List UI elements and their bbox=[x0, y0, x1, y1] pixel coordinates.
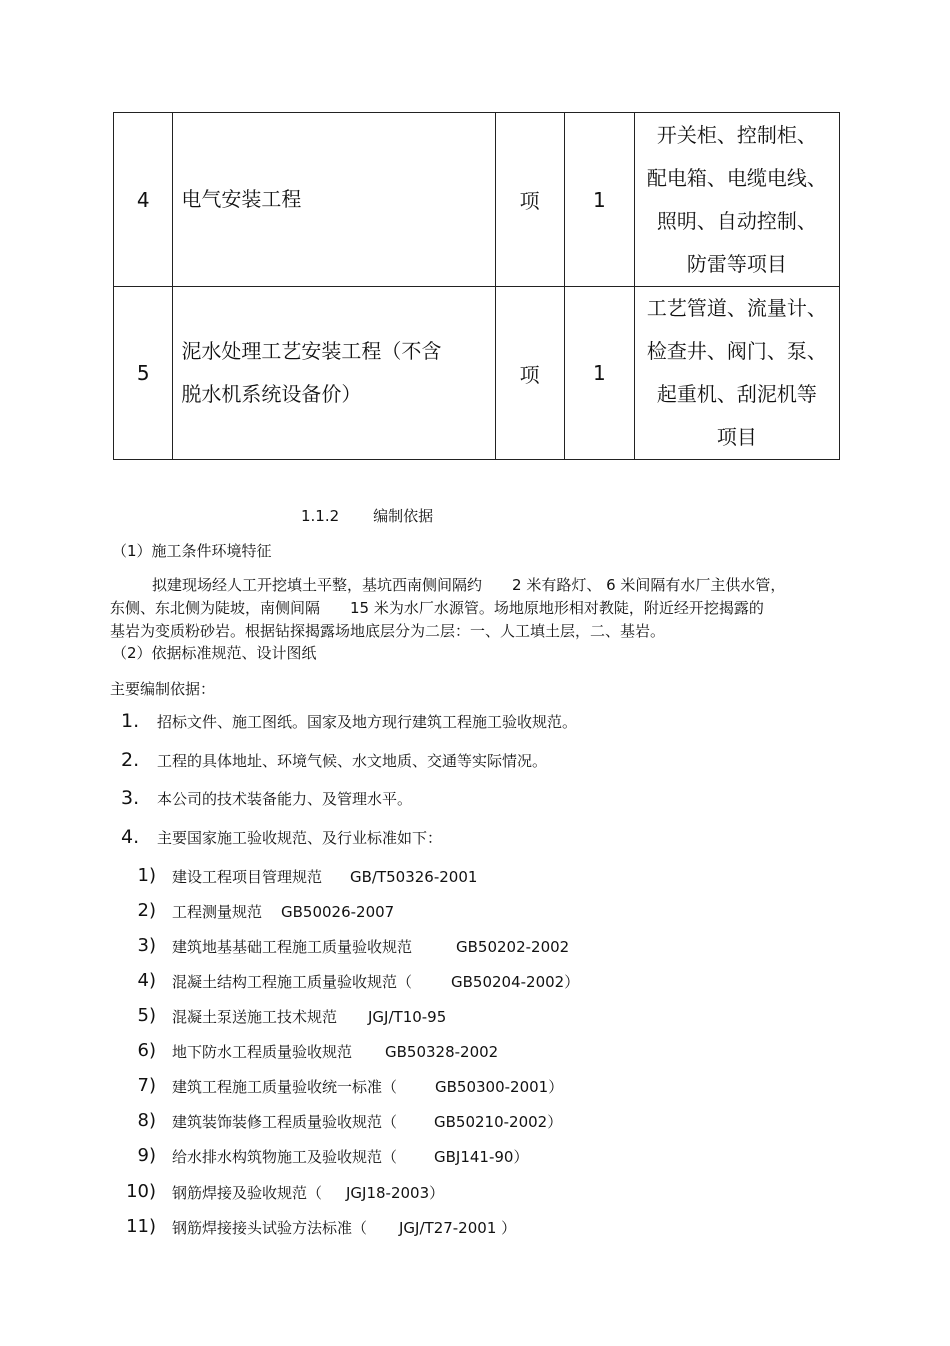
list-text: 招标文件、施工图纸。国家及地方现行建筑工程施工验收规范。 bbox=[157, 713, 578, 731]
subheading-standards: （2）依据标准规范、设计图纸 bbox=[112, 644, 317, 662]
standard-name: 钢筋焊接及验收规范（ bbox=[172, 1184, 323, 1202]
standard-name: 建筑工程施工质量验收统一标准（ bbox=[172, 1078, 398, 1096]
table-row bbox=[114, 113, 840, 287]
standard-code: GB50204-2002） bbox=[451, 973, 580, 991]
row-note-line: 开关柜、控制柜、 bbox=[656, 122, 817, 147]
row-note-line: 防雷等项目 bbox=[686, 251, 787, 276]
standard-name: 工程测量规范 bbox=[172, 903, 263, 921]
row-unit: 项 bbox=[495, 113, 564, 287]
section-title: 编制依据 bbox=[373, 507, 434, 525]
section-number: 1.1.2 bbox=[301, 507, 340, 525]
row-note-line: 配电箱、电缆电线、 bbox=[646, 165, 827, 190]
section-heading bbox=[301, 506, 433, 526]
subheading-conditions: （1）施工条件环境特征 bbox=[112, 542, 272, 560]
standard-name: 给水排水构筑物施工及验收规范（ bbox=[172, 1148, 398, 1166]
list-number: 5) bbox=[137, 1005, 156, 1026]
list-number: 1) bbox=[137, 865, 156, 886]
list-text: 本公司的技术装备能力、及管理水平。 bbox=[157, 790, 413, 808]
row-name bbox=[173, 287, 495, 460]
table-row bbox=[114, 287, 840, 460]
standard-code: GB50300-2001） bbox=[435, 1078, 564, 1096]
list-number: 2) bbox=[137, 900, 156, 921]
row-note-line: 工艺管道、流量计、 bbox=[646, 296, 827, 320]
standard-code: GB50026-2007 bbox=[281, 903, 395, 921]
standard-code: GB50210-2002） bbox=[434, 1113, 563, 1131]
list-number: 7) bbox=[137, 1075, 156, 1096]
row-name-line: 泥水处理工艺安装工程（不含 bbox=[181, 339, 442, 363]
row-name-line: 电气安装工程 bbox=[181, 187, 302, 211]
list-number: 6) bbox=[137, 1040, 156, 1061]
list-text: 主要国家施工验收规范、及行业标准如下： bbox=[157, 829, 443, 847]
row-note bbox=[634, 113, 839, 287]
list-number: 3. bbox=[121, 787, 140, 809]
list-text: 工程的具体地址、环境气候、水文地质、交通等实际情况。 bbox=[157, 752, 548, 770]
list-number: 10) bbox=[126, 1181, 156, 1202]
list-number: 4) bbox=[137, 970, 156, 991]
row-number: 4 bbox=[114, 113, 173, 287]
standard-name: 混凝土结构工程施工质量验收规范（ bbox=[172, 973, 413, 991]
row-quantity: 1 bbox=[564, 287, 634, 460]
row-note-line: 起重机、刮泥机等 bbox=[656, 382, 817, 406]
standard-name: 建设工程项目管理规范 bbox=[172, 868, 323, 886]
paragraph-line: 基岩为变质粉砂岩。根据钻探揭露场地底层分为二层：一、人工填土层，二、基岩。 bbox=[110, 622, 666, 640]
standard-code: GB50328-2002 bbox=[385, 1043, 499, 1061]
standard-code: GBJ141-90） bbox=[434, 1148, 529, 1166]
row-note-line: 检查井、阀门、泵、 bbox=[646, 339, 827, 363]
row-quantity: 1 bbox=[564, 113, 634, 287]
row-note-line: 项目 bbox=[716, 425, 757, 449]
standard-name: 地下防水工程质量验收规范 bbox=[172, 1043, 353, 1061]
standard-name: 建筑装饰装修工程质量验收规范（ bbox=[172, 1113, 398, 1131]
standard-code: GB50202-2002 bbox=[456, 938, 570, 956]
row-note bbox=[634, 287, 839, 460]
row-number: 5 bbox=[114, 287, 173, 460]
main-basis-label: 主要编制依据： bbox=[110, 680, 216, 698]
row-name bbox=[173, 113, 495, 287]
scope-table bbox=[113, 112, 840, 460]
standard-name: 混凝土泵送施工技术规范 bbox=[172, 1008, 338, 1026]
standard-name: 建筑地基基础工程施工质量验收规范 bbox=[172, 938, 413, 956]
paragraph-line: 东侧、东北侧为陡坡，南侧间隔 15 米为水厂水源管。场地原地形相对教陡，附近经开挖揭露的 bbox=[110, 599, 764, 617]
list-number: 8) bbox=[137, 1110, 156, 1131]
list-number: 2. bbox=[121, 749, 140, 771]
list-number: 3) bbox=[137, 935, 156, 956]
standard-code: JGJ/T10-95 bbox=[368, 1008, 447, 1026]
paragraph-line: 拟建现场经人工开挖填土平整，基坑西南侧间隔约 2 米有路灯、 6 米间隔有水厂主供水管， bbox=[152, 576, 786, 594]
row-note-line: 照明、自动控制、 bbox=[656, 208, 817, 233]
list-number: 1. bbox=[121, 710, 140, 732]
list-number: 11) bbox=[126, 1216, 156, 1237]
standard-code: GB/T50326-2001 bbox=[350, 868, 478, 886]
list-number: 9) bbox=[137, 1145, 156, 1166]
standard-code: JGJ18-2003） bbox=[346, 1184, 445, 1202]
list-number: 4. bbox=[121, 826, 140, 848]
row-unit: 项 bbox=[495, 287, 564, 460]
standard-code: JGJ/T27-2001 ） bbox=[399, 1219, 517, 1237]
row-name-line: 脱水机系统设备价） bbox=[181, 382, 362, 406]
standard-name: 钢筋焊接接头试验方法标准（ bbox=[172, 1219, 368, 1237]
